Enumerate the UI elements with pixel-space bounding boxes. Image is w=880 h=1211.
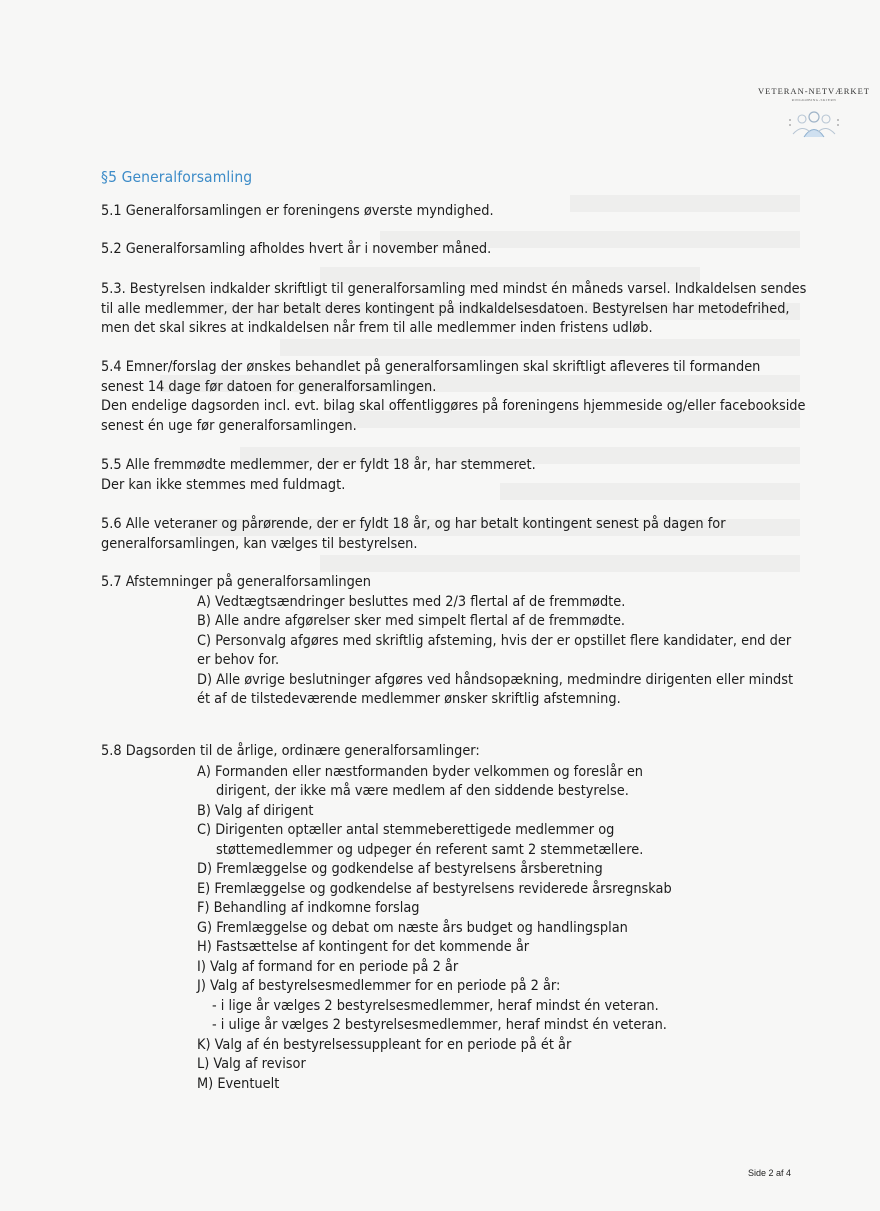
agenda-item-c: C) Dirigenten optæller antal stemmeberettigede medlemmer og	[197, 822, 615, 838]
agenda-item-a: A) Formanden eller næstformanden byder velkommen og foreslår en	[197, 764, 644, 780]
paragraph-5-8	[101, 742, 801, 762]
agenda-item-a-cont: dirigent, der ikke må være medlem af den siddende bestyrelse.	[216, 783, 629, 799]
vote-rule-c: C) Personvalg afgøres med skriftlig afsteming, hvis der er opstillet flere kandidater, end der	[197, 633, 792, 649]
agenda-item-e: E) Fremlæggelse og godkendelse af bestyrelsens reviderede årsregnskab	[197, 881, 672, 897]
paragraph-line: Der kan ikke stemmes med fuldmagt.	[101, 476, 346, 493]
paragraph-line: senest én uge før generalforsamlingen.	[101, 417, 357, 434]
paragraph-5-2	[101, 240, 801, 260]
agenda-item-i: I) Valg af formand for en periode på 2 år	[197, 959, 459, 975]
paragraph-line: 5.8 Dagsorden til de årlige, ordinære generalforsamlinger:	[101, 743, 480, 759]
veteran-network-logo	[758, 86, 870, 142]
paragraph-5-1	[101, 202, 801, 222]
paragraph-line: 5.7 Afstemninger på generalforsamlingen	[101, 574, 371, 590]
vote-rule-d: D) Alle øvrige beslutninger afgøres ved håndsopækning, medmindre dirigenten eller mindst	[197, 672, 794, 688]
paragraph-line: 5.6 Alle veteraner og pårørende, der er fyldt 18 år, og har betalt kontingent senest på dagen for	[101, 516, 726, 532]
paragraph-line: senest 14 dage før datoen for generalforsamlingen.	[101, 378, 437, 395]
logo-subtitle: RINGKØBING-SKJERN	[791, 98, 837, 102]
agenda-item-b: B) Valg af dirigent	[197, 803, 314, 819]
paragraph-line: 5.2 Generalforsamling afholdes hvert år i november måned.	[101, 241, 492, 257]
vote-rule-d-cont: ét af de tilstedeværende medlemmer ønsker skriftlig afstemning.	[197, 691, 621, 707]
people-group-icon	[784, 106, 844, 142]
agenda-item-f: F) Behandling af indkomne forslag	[197, 900, 420, 916]
vote-rule-a: A) Vedtægtsændringer besluttes med 2/3 flertal af de fremmødte.	[197, 594, 626, 610]
page-number: Side 2 af 4	[748, 1168, 792, 1178]
paragraph-line: 5.5 Alle fremmødte medlemmer, der er fyldt 18 år, har stemmeret.	[101, 457, 536, 473]
agenda-item-j-even-years: - i lige år vælges 2 bestyrelsesmedlemmer, heraf mindst én veteran.	[212, 998, 659, 1014]
vote-rule-b: B) Alle andre afgørelser sker med simpelt flertal af de fremmødte.	[197, 613, 626, 629]
agenda-item-m: M) Eventuelt	[197, 1076, 280, 1092]
agenda-item-j: J) Valg af bestyrelsesmedlemmer for en periode på 2 år:	[197, 978, 561, 994]
paragraph-line: 5.3. Bestyrelsen indkalder skriftligt til generalforsamling med mindst én måneds varsel. Indkaldelsen sendes	[101, 281, 807, 297]
paragraph-5-5	[101, 456, 801, 495]
agenda-item-d: D) Fremlæggelse og godkendelse af bestyrelsens årsberetning	[197, 861, 603, 877]
paragraph-line: men det skal sikres at indkaldelsen når frem til alle medlemmer inden fristens udløb.	[101, 320, 653, 336]
paragraph-line: 5.1 Generalforsamlingen er foreningens øverste myndighed.	[101, 203, 494, 219]
agenda-item-c-cont: støttemedlemmer og udpeger én referent samt 2 stemmetællere.	[216, 842, 644, 858]
agenda-item-k: K) Valg af én bestyrelsessuppleant for en periode på ét år	[197, 1037, 572, 1053]
paragraph-5-3	[101, 280, 807, 339]
vote-rule-c-cont: er behov for.	[197, 652, 280, 668]
paragraph-5-4	[101, 358, 806, 436]
paragraph-line: generalforsamlingen, kan vælges til bestyrelsen.	[101, 535, 418, 552]
agenda-item-h: H) Fastsættelse af kontingent for det kommende år	[197, 939, 530, 955]
agenda-item-l: L) Valg af revisor	[197, 1056, 306, 1072]
paragraph-line: 5.4 Emner/forslag der ønskes behandlet på generalforsamlingen skal skriftligt afleveres til formanden	[101, 359, 761, 375]
agenda-item-g: G) Fremlæggelse og debat om næste års budget og handlingsplan	[197, 920, 628, 936]
logo-name: VETERAN-NETVÆRKET	[758, 86, 870, 96]
paragraph-line: Den endelige dagsorden incl. evt. bilag skal offentliggøres på foreningens hjemmeside og/eller facebookside	[101, 398, 806, 414]
paragraph-line: til alle medlemmer, der har betalt deres kontingent på indkaldelsesdatoen. Bestyrelsen har metodefrihed,	[101, 300, 790, 317]
paragraph-5-7	[101, 573, 801, 593]
paragraph-5-6	[101, 515, 801, 554]
section-heading: §5 Generalforsamling	[101, 168, 253, 186]
agenda-item-j-odd-years: - i ulige år vælges 2 bestyrelsesmedlemmer, heraf mindst én veteran.	[212, 1017, 667, 1033]
